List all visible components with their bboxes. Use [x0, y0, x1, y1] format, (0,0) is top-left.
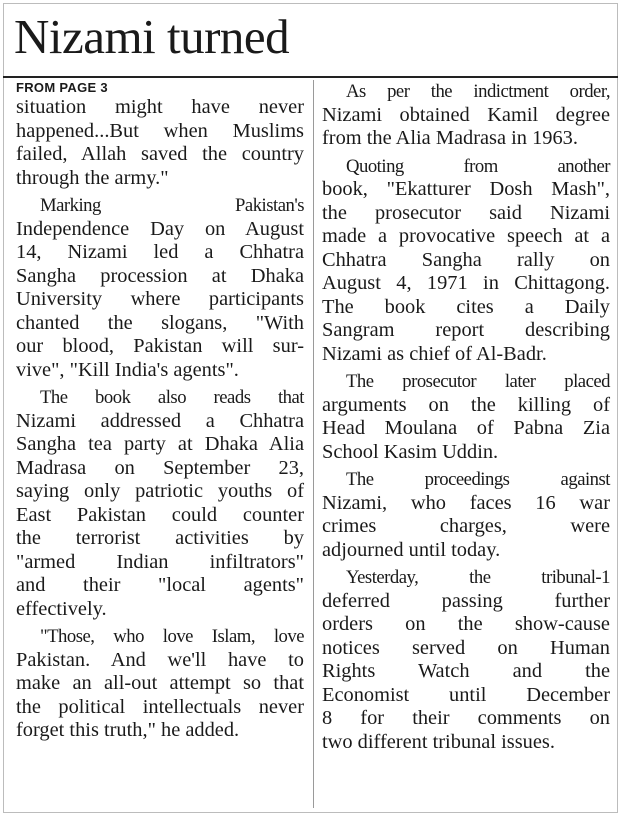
text-line: chanted the slogans, "With — [16, 311, 304, 334]
text-line: notices served on Human — [322, 636, 610, 659]
text-line: the terrorist activities by — [16, 527, 304, 549]
text-line: orders on the show-cause — [322, 613, 610, 635]
text-line: The proceedings against — [346, 469, 610, 490]
text-line: vive", "Kill India's agents". — [16, 358, 239, 381]
text-line: from the Alia Madrasa in 1963. — [322, 127, 578, 149]
text-line: The book also reads that — [40, 387, 304, 408]
text-line: "armed Indian infiltrators" — [16, 550, 304, 573]
text-line: through the army." — [16, 166, 169, 189]
text-line: University where participants — [16, 288, 304, 310]
paragraph — [16, 625, 304, 743]
text-line: our blood, Pakistan will sur- — [16, 335, 304, 357]
right-column — [322, 80, 610, 758]
text-line: School Kasim Uddin. — [322, 440, 499, 463]
text-line: Sangram report describing — [322, 319, 610, 341]
text-line: Economist until December — [322, 683, 610, 706]
text-line: and their "local agents" — [16, 574, 304, 596]
text-line: two different tribunal issues. — [322, 730, 555, 753]
text-line: crimes charges, were — [322, 515, 610, 537]
headline-rule — [3, 76, 618, 78]
text-line: Marking Pakistan's — [40, 195, 304, 216]
text-line: the political intellectuals never — [16, 695, 304, 718]
paragraph — [16, 386, 304, 621]
paragraph — [322, 566, 610, 754]
text-line: failed, Allah saved the country — [16, 143, 304, 165]
text-line: The book cites a Daily — [322, 295, 610, 318]
text-line: Yesterday, the tribunal-1 — [346, 567, 610, 588]
text-line: made a provocative speech at a — [322, 225, 610, 247]
text-line: 8 for their comments on — [322, 707, 610, 729]
text-line: adjourned until today. — [322, 538, 501, 561]
text-line: forget this truth," he added. — [16, 719, 240, 741]
text-line: Nizami addressed a Chhatra — [16, 409, 304, 432]
text-line: Quoting from another — [346, 155, 610, 177]
text-line: As per the indictment order, — [346, 81, 610, 102]
text-line: the prosecutor said Nizami — [322, 201, 610, 224]
headline: Nizami turned — [14, 9, 290, 64]
column-divider — [313, 80, 314, 808]
paragraph — [322, 80, 610, 151]
left-column — [16, 80, 304, 747]
text-line: Chhatra Sangha rally on — [322, 248, 610, 271]
text-line: arguments on the killing of — [322, 393, 610, 416]
text-line: East Pakistan could counter — [16, 503, 304, 526]
text-line: situation might have never — [16, 96, 304, 118]
text-line: Madrasa on September 23, — [16, 456, 304, 479]
text-line: Rights Watch and the — [322, 660, 610, 682]
text-line: Sangha tea party at Dhaka Alia — [16, 433, 304, 455]
text-line: Sangha procession at Dhaka — [16, 264, 304, 287]
text-line: Pakistan. And we'll have to — [16, 648, 304, 671]
paragraph — [322, 370, 610, 464]
paragraph — [16, 96, 304, 190]
text-line: August 4, 1971 in Chittagong. — [322, 272, 610, 294]
paragraph — [322, 155, 610, 367]
text-line: deferred passing further — [322, 589, 610, 612]
text-line: "Those, who love Islam, love — [40, 626, 304, 647]
text-line: Nizami, who faces 16 war — [322, 491, 610, 514]
text-line: Nizami obtained Kamil degree — [322, 103, 610, 126]
text-line: effectively. — [16, 597, 107, 620]
text-line: The prosecutor later placed — [346, 371, 610, 392]
text-line: 14, Nizami led a Chhatra — [16, 241, 304, 263]
paragraph — [322, 468, 610, 562]
paragraph — [16, 194, 304, 382]
text-line: Nizami as chief of Al-Badr. — [322, 342, 547, 365]
text-line: book, "Ekatturer Dosh Mash", — [322, 178, 610, 200]
text-line: make an all-out attempt so that — [16, 672, 304, 694]
text-line: happened...But when Muslims — [16, 119, 304, 142]
text-line: Independence Day on August — [16, 217, 304, 240]
text-line: saying only patriotic youths of — [16, 480, 304, 502]
text-line: Head Moulana of Pabna Zia — [322, 417, 610, 439]
kicker: FROM PAGE 3 — [16, 80, 108, 95]
